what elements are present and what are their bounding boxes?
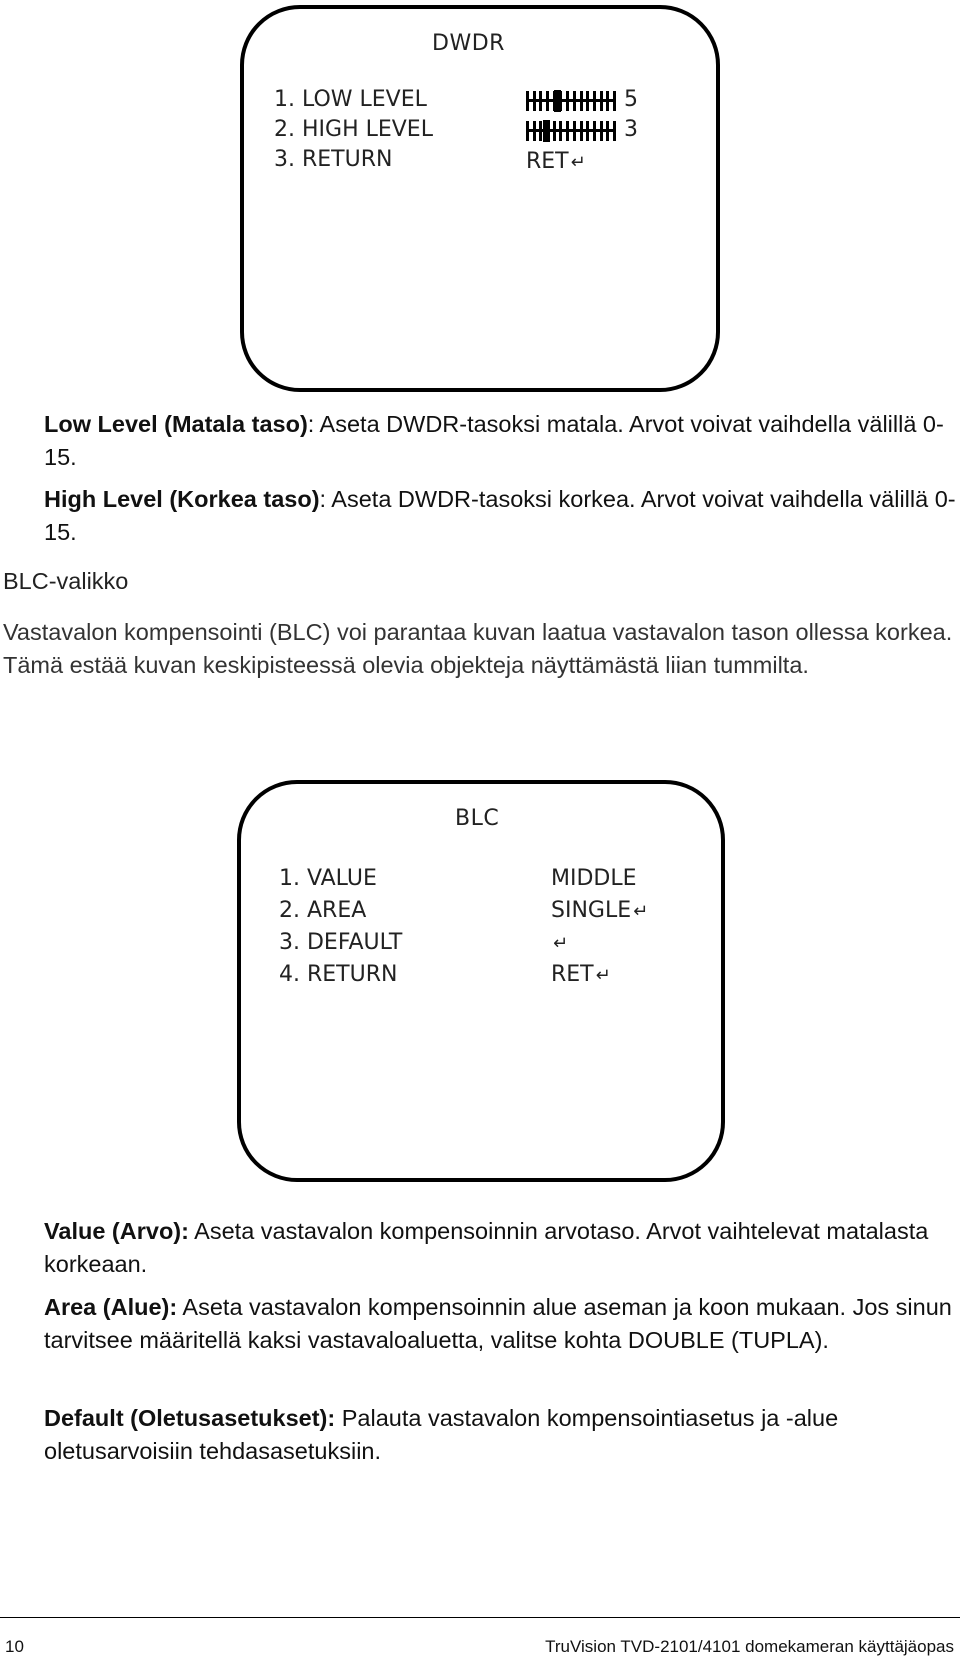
slider-tick <box>553 121 556 141</box>
slider-tick <box>546 91 549 111</box>
area-mode: SINGLE <box>551 898 632 923</box>
slider-tick <box>533 121 536 141</box>
slider-ticks <box>526 91 616 111</box>
enter-arrow-icon: ↵ <box>553 933 569 954</box>
slider-tick <box>580 91 583 111</box>
high-level-text: : Aseta DWDR-tasoksi korkea. Arvot voivat vaihdella välillä 0-15. <box>44 486 956 545</box>
slider-tick <box>526 91 529 111</box>
slider-tick <box>606 121 609 141</box>
low-level-term: Low Level (Matala taso) <box>44 411 308 437</box>
slider-tick <box>600 121 603 141</box>
slider-tick <box>566 121 569 141</box>
default-description <box>44 1402 956 1468</box>
dwdr-return-value[interactable] <box>526 149 586 174</box>
slider-tick <box>566 91 569 111</box>
blc-intro: Vastavalon kompensointi (BLC) voi parantaa kuvan laatua vastavalon tason ollessa korkea. Tämä estää kuvan keskipisteessä olevia objekteja näyttämästä liian tummilta. <box>3 619 953 678</box>
slider-tick <box>593 91 596 111</box>
return-label: RET <box>551 962 594 987</box>
blc-heading: BLC-valikko <box>3 568 129 594</box>
high-level-description <box>44 483 956 549</box>
blc-menu-screen <box>237 780 725 1182</box>
slider-tick <box>573 121 576 141</box>
slider-tick <box>539 91 542 111</box>
footer-rule <box>0 1617 960 1618</box>
blc-menu-title: BLC <box>455 806 500 831</box>
blc-area-setting[interactable] <box>551 898 648 923</box>
value-text: Aseta vastavalon kompensoinnin arvotaso. Arvot vaihtelevat matalasta korkeaan. <box>44 1218 929 1277</box>
slider-knob[interactable] <box>554 90 561 112</box>
blc-default-enter[interactable] <box>551 930 568 955</box>
default-term: Default (Oletusasetukset): <box>44 1405 336 1431</box>
dwdr-menu-screen <box>240 5 720 392</box>
value-description <box>44 1215 956 1281</box>
high-level-term: High Level (Korkea taso) <box>44 486 320 512</box>
slider-tick <box>526 121 529 141</box>
dwdr-menu-title: DWDR <box>432 31 505 56</box>
slider-tick <box>580 121 583 141</box>
page-number: 10 <box>5 1637 24 1656</box>
slider-tick <box>613 121 616 141</box>
enter-arrow-icon: ↵ <box>633 901 649 922</box>
slider-tick <box>573 91 576 111</box>
blc-value-setting[interactable]: MIDDLE <box>551 866 637 891</box>
blc-item-area[interactable]: 2. AREA <box>279 898 367 923</box>
slider-tick <box>586 91 589 111</box>
high-level-slider[interactable] <box>526 121 616 141</box>
low-level-slider[interactable] <box>526 91 616 111</box>
slider-tick <box>613 91 616 111</box>
low-level-text: : Aseta DWDR-tasoksi matala. Arvot voivat vaihdella välillä 0-15. <box>44 411 944 470</box>
area-description <box>44 1291 956 1357</box>
low-level-value: 5 <box>624 87 638 112</box>
return-label: RET <box>526 149 569 174</box>
enter-arrow-icon: ↵ <box>595 965 611 986</box>
slider-tick <box>593 121 596 141</box>
dwdr-item-high-level[interactable]: 2. HIGH LEVEL <box>274 117 433 142</box>
blc-item-return[interactable]: 4. RETURN <box>279 962 398 987</box>
slider-tick <box>586 121 589 141</box>
blc-item-default[interactable]: 3. DEFAULT <box>279 930 403 955</box>
slider-tick <box>559 121 562 141</box>
dwdr-item-return[interactable]: 3. RETURN <box>274 147 393 172</box>
dwdr-item-low-level[interactable]: 1. LOW LEVEL <box>274 87 427 112</box>
value-term: Value (Arvo): <box>44 1218 189 1244</box>
slider-ticks <box>526 121 616 141</box>
low-level-description <box>44 408 956 474</box>
high-level-value: 3 <box>624 117 638 142</box>
default-text: Palauta vastavalon kompensointiasetus ja -alue oletusarvoisiin tehdasasetuksiin. <box>44 1405 839 1464</box>
slider-tick <box>606 91 609 111</box>
area-term: Area (Alue): <box>44 1294 178 1320</box>
document-title: TruVision TVD-2101/4101 domekameran käyttäjäopas <box>545 1637 954 1656</box>
area-text: Aseta vastavalon kompensoinnin alue aseman ja koon mukaan. Jos sinun tarvitsee määritellä kaksi vastavaloaluetta, valitse kohta DOUBLE (TUPLA). <box>44 1294 952 1353</box>
slider-tick <box>533 91 536 111</box>
slider-tick <box>600 91 603 111</box>
slider-knob[interactable] <box>543 120 550 142</box>
blc-return-value[interactable] <box>551 962 611 987</box>
enter-arrow-icon: ↵ <box>570 152 586 173</box>
blc-item-value[interactable]: 1. VALUE <box>279 866 377 891</box>
slider-tick <box>539 121 542 141</box>
